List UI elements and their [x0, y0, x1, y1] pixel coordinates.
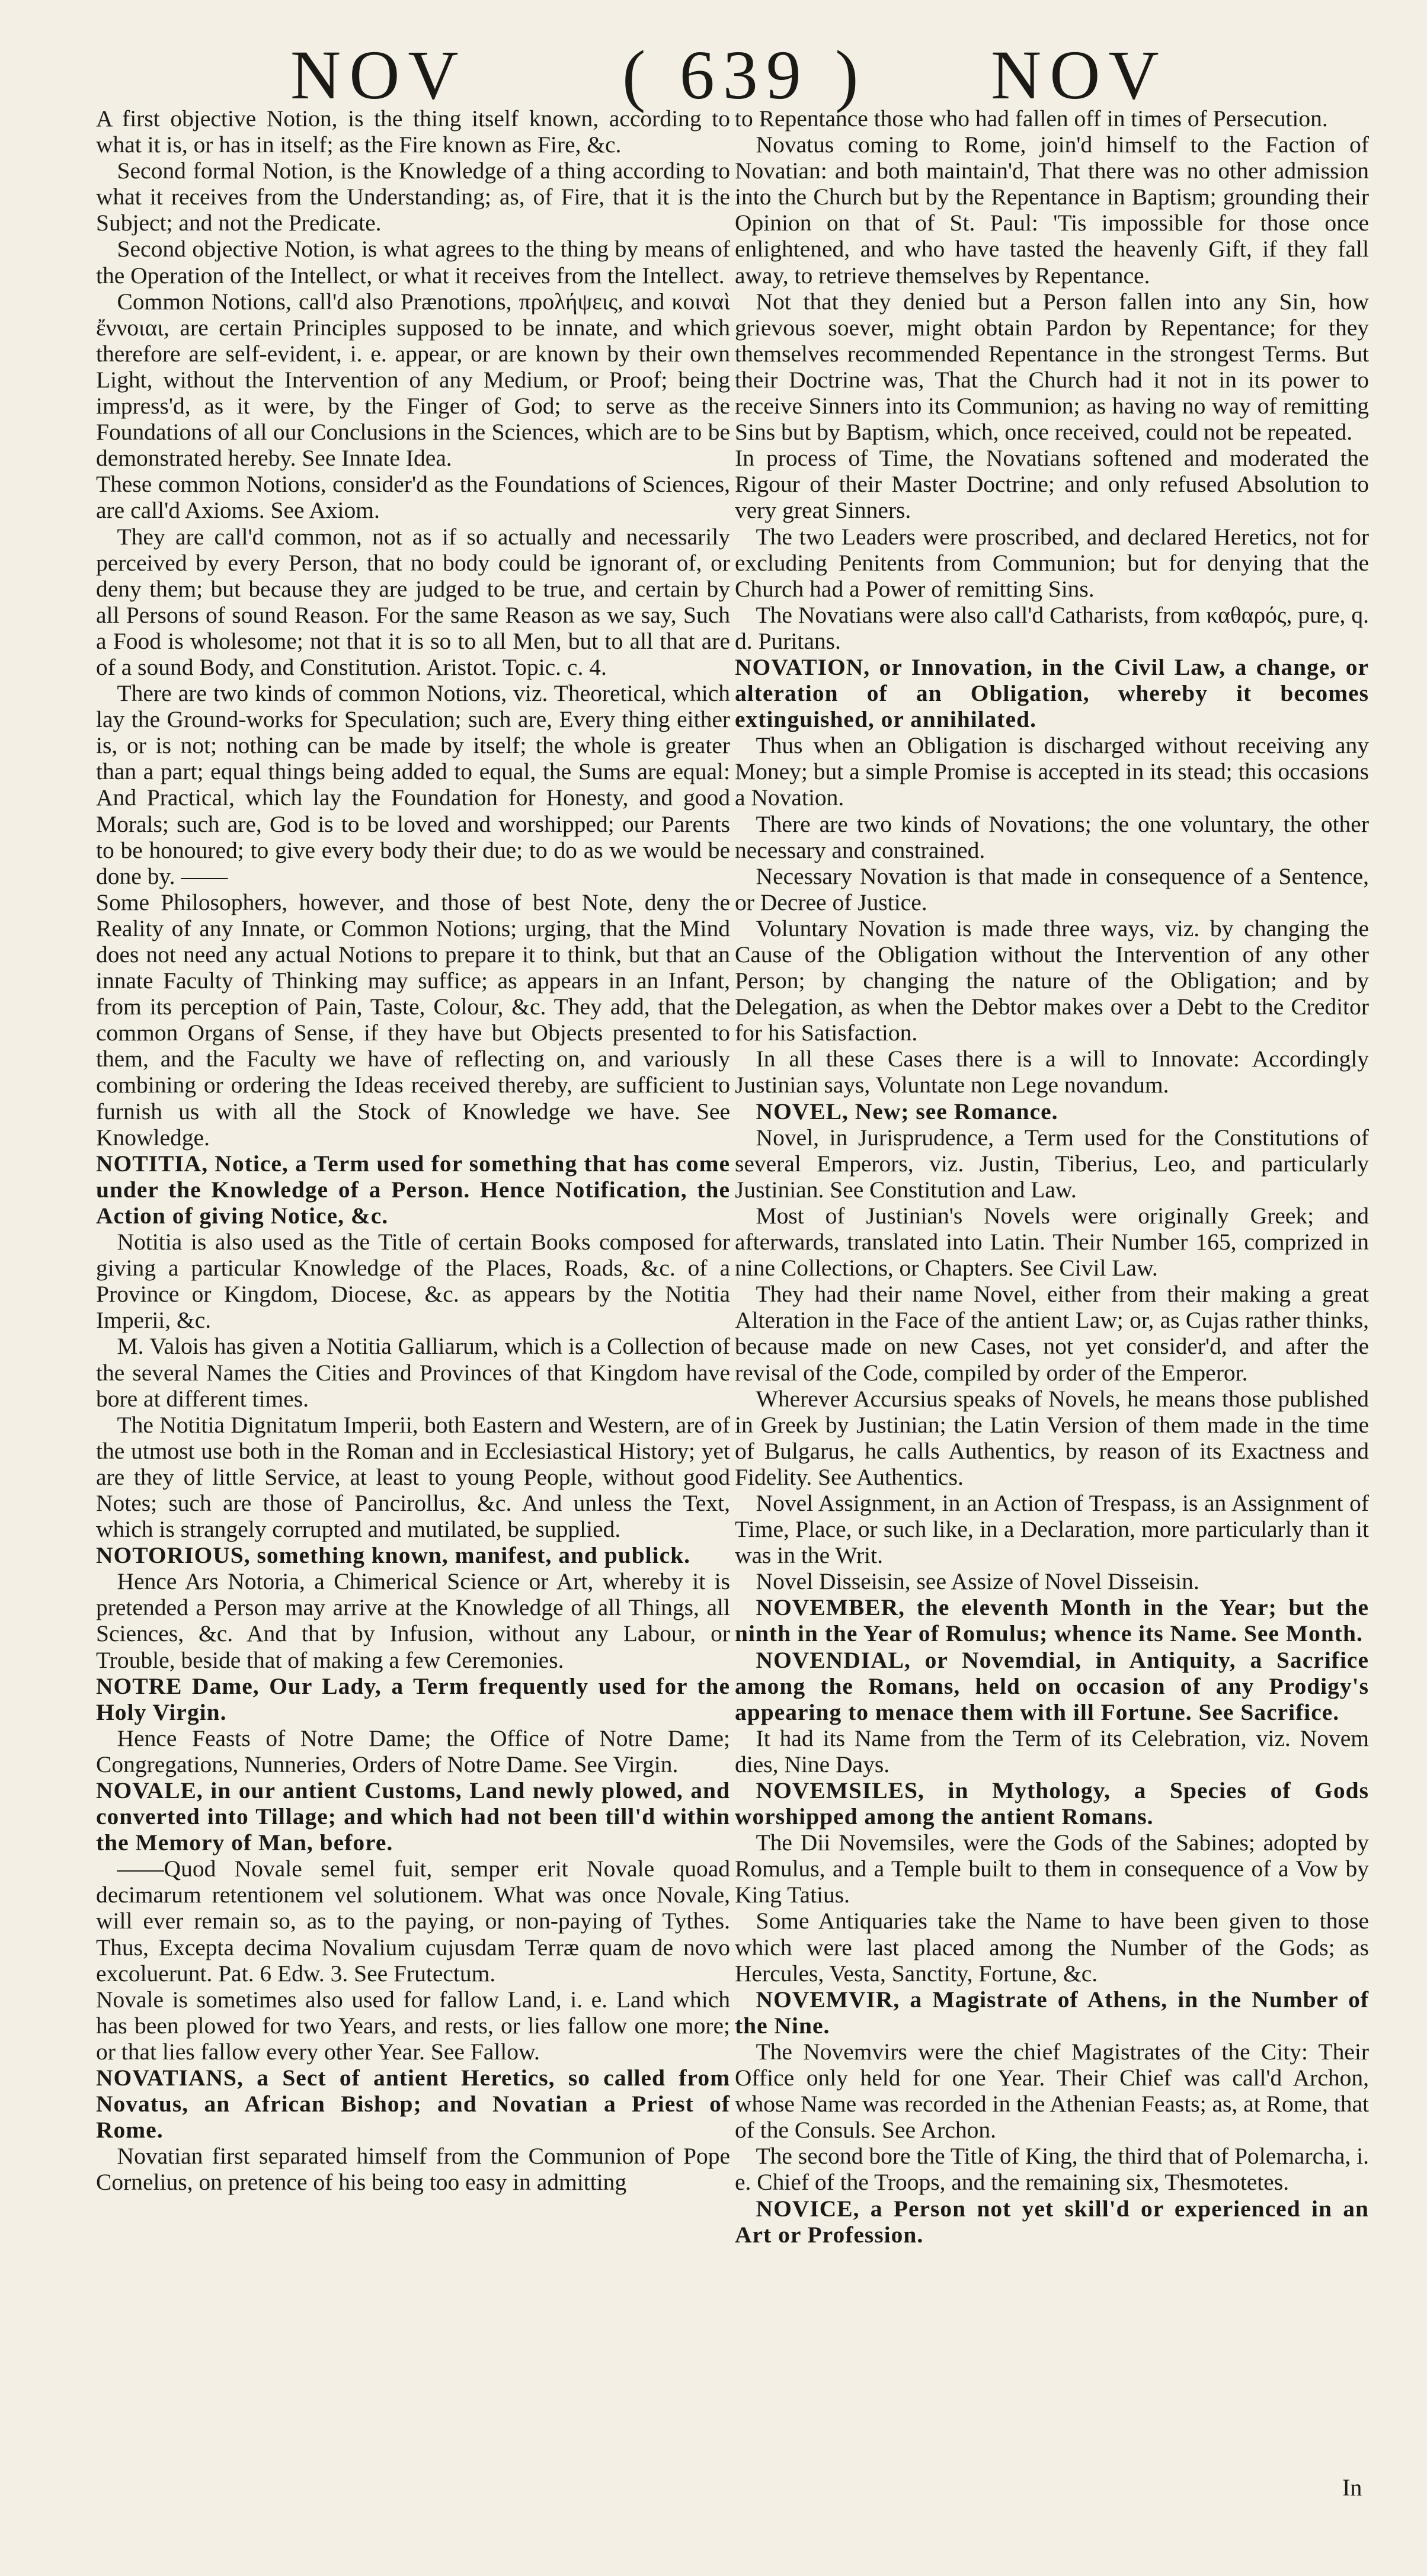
paragraph: Novel Disseisin, see Assize of Novel Disseisin.	[756, 1568, 1199, 1595]
entry-novemvir: NOVEMVIR, a Magistrate of Athens, in the Number of the Nine.	[735, 1986, 1369, 2039]
entry-notre-dame: NOTRE Dame, Our Lady, a Term frequently used for the Holy Virgin.	[96, 1673, 730, 1725]
entry-novendial: NOVENDIAL, or Novemdial, in Antiquity, a Sacrifice among the Romans, held on occasion of any Prodigy's appearing to menace them with ill Fortune. See Sacrifice.	[735, 1646, 1369, 1725]
entry-novation: NOVATION, or Innovation, in the Civil Law, a change, or alteration of an Obligation, whereby it becomes extinguished, or annihilated.	[735, 653, 1369, 733]
paragraph: Novatus coming to Rome, join'd himself to the Faction of Novatian: and both maintain'd, That there was no other admission into the Church but by the Repentance in Baptism; grounding their Opinion on that of St. Paul: 'Tis impossible for those once enlightened, and who have tasted the heavenly Gift, if they fall away, to retrieve themselves by Repentance.	[735, 132, 1369, 289]
paragraph: They are call'd common, not as if so actually and necessarily perceived by every Person, that no body could be ignorant of, or deny them; but because they are judged to be true, and certain by all Persons of sound Reason. For the same Reason as we say, Such a Food is wholesome; not that it is so to all Men, but to all that are of a sound Body, and Constitution. Aristot. Topic. c. 4.	[96, 523, 730, 680]
catchword: In	[1342, 2474, 1362, 2501]
paragraph: In process of Time, the Novatians softened and moderated the Rigour of their Master Doctrine; and only refused Absolution to very great Sinners.	[735, 445, 1369, 524]
paragraph: Some Philosophers, however, and those of best Note, deny the Reality of any Innate, or Common Notions; urging, that the Mind does not need any actual Notions to prepare it to think, but that an innate Faculty of Thinking may suffice; as appears in an Infant, from its perception of Pain, Taste, Colour, &c. They add, that the common Organs of Sense, if they have but Objects presented to them, and the Faculty we have of reflecting on, and variously combining or ordering the Ideas received thereby, are sufficient to furnish us with all the Stock of Knowledge we have. See Knowledge.	[96, 889, 730, 1151]
paragraph: A first objective Notion, is the thing itself known, according to what it is, or has in itself; as the Fire known as Fire, &c.	[96, 105, 730, 158]
paragraph: Hence Ars Notoria, a Chimerical Science or Art, whereby it is pretended a Person may arrive at the Knowledge of all Things, all Sciences, &c. And that by Infusion, without any Labour, or Trouble, beside that of making a few Ceremonies.	[96, 1568, 730, 1673]
paragraph: M. Valois has given a Notitia Galliarum, which is a Collection of the several Names the Cities and Provinces of that Kingdom have bore at different times.	[96, 1333, 730, 1412]
entry-novemsiles: NOVEMSILES, in Mythology, a Species of Gods worshipped among the antient Romans.	[735, 1777, 1369, 1830]
paragraph: Novale is sometimes also used for fallow Land, i. e. Land which has been plowed for two Years, and rests, or lies fallow one more; or that lies fallow every other Year. See Fallow.	[96, 1986, 730, 2065]
paragraph: The Dii Novemsiles, were the Gods of the Sabines; adopted by Romulus, and a Temple built to them in consequence of a Vow by King Tatius.	[735, 1830, 1369, 1908]
paragraph: Most of Justinian's Novels were originally Greek; and afterwards, translated into Latin. Their Number 165, comprized in nine Collections, or Chapters. See Civil Law.	[735, 1202, 1369, 1281]
running-header	[0, 37, 1427, 114]
header-left: NOV	[290, 36, 467, 114]
paragraph: Some Antiquaries take the Name to have been given to those which were last placed among the Number of the Gods; as Hercules, Vesta, Sanctity, Fortune, &c.	[735, 1908, 1369, 1987]
paragraph: There are two kinds of Novations; the one voluntary, the other necessary and constrained.	[735, 810, 1369, 863]
paragraph: Second formal Notion, is the Knowledge of a thing according to what it receives from the Understanding; as, of Fire, that it is the Subject; and not the Predicate.	[96, 158, 730, 236]
paragraph: Notitia is also used as the Title of certain Books composed for giving a particular Knowledge of the Places, Roads, &c. of a Province or Kingdom, Diocese, &c. as appears by the Notitia Imperii, &c.	[96, 1229, 730, 1334]
page-number: ( 639 )	[622, 36, 867, 114]
paragraph: Thus when an Obligation is discharged without receiving any Money; but a simple Promise is accepted in its stead; this occasions a Novation.	[735, 732, 1369, 811]
paragraph: to Repentance those who had fallen off in times of Persecution.	[735, 105, 1328, 132]
paragraph: It had its Name from the Term of its Celebration, viz. Novem dies, Nine Days.	[735, 1725, 1369, 1777]
paragraph: The Novatians were also call'd Catharists, from καθαρός, pure, q. d. Puritans.	[735, 601, 1369, 654]
entry-novel: NOVEL, New; see Romance.	[756, 1098, 1058, 1124]
right-column	[735, 105, 1369, 2248]
paragraph: Wherever Accursius speaks of Novels, he means those published in Greek by Justinian; the Latin Version of them made in the time of Bulgarus, he calls Authentics, by reason of its Exactness and Fidelity. See Authentics.	[735, 1385, 1369, 1490]
paragraph: Novel Assignment, in an Action of Trespass, is an Assignment of Time, Place, or such like, in a Declaration, more particularly than it was in the Writ.	[735, 1489, 1369, 1569]
header-right: NOV	[991, 36, 1167, 114]
paragraph: These common Notions, consider'd as the Foundations of Sciences, are call'd Axioms. See Axiom.	[96, 471, 730, 524]
paragraph: ——Quod Novale semel fuit, semper erit Novale quoad decimarum retentionem vel solutionem. What was once Novale, will ever remain so, as to the paying, or non-paying of Tythes. Thus, Excepta decima Novalium cujusdam Terræ quam de novo excoluerunt. Pat. 6 Edw. 3. See Frutectum.	[96, 1856, 730, 1987]
entry-novale: NOVALE, in our antient Customs, Land newly plowed, and converted into Tillage; and which had not been till'd within the Memory of Man, before.	[96, 1777, 730, 1856]
entry-novatians: NOVATIANS, a Sect of antient Heretics, so called from Novatus, an African Bishop; and Novatian a Priest of Rome.	[96, 2065, 730, 2144]
entry-novice: NOVICE, a Person not yet skill'd or experienced in an Art or Profession.	[735, 2195, 1369, 2248]
paragraph: Hence Feasts of Notre Dame; the Office of Notre Dame; Congregations, Nunneries, Orders of Notre Dame. See Virgin.	[96, 1725, 730, 1777]
paragraph: The Novemvirs were the chief Magistrates of the City: Their Office only held for one Year. Their Chief was call'd Archon, whose Name was recorded in the Athenian Feasts; as, at Rome, that of the Consuls. See Archon.	[735, 2038, 1369, 2144]
left-column	[96, 105, 730, 2196]
paragraph: Novatian first separated himself from the Communion of Pope Cornelius, on pretence of his being too easy in admitting	[96, 2143, 730, 2196]
paragraph: Second objective Notion, is what agrees to the thing by means of the Operation of the Intellect, or what it receives from the Intellect.	[96, 236, 730, 289]
paragraph: There are two kinds of common Notions, viz. Theoretical, which lay the Ground-works for Speculation; such are, Every thing either is, or is not; nothing can be made by itself; the whole is greater than a part; equal things being added to equal, the Sums are equal: And Practical, which lay the Foundation for Honesty, and good Morals; such are, God is to be loved and worshipped; our Parents to be honoured; to give every body their due; to do as we would be done by. ——	[96, 680, 730, 889]
paragraph: Not that they denied but a Person fallen into any Sin, how grievous soever, might obtain Pardon by Repentance; for they themselves recommended Repentance in the strongest Terms. But their Doctrine was, That the Church had it not in its power to receive Sinners into its Communion; as having no way of remitting Sins but by Baptism, which, once received, could not be repeated.	[735, 288, 1369, 446]
paragraph: The two Leaders were proscribed, and declared Heretics, not for excluding Penitents from Communion; but for denying that the Church had a Power of remitting Sins.	[735, 523, 1369, 602]
entry-notitia: NOTITIA, Notice, a Term used for something that has come under the Knowledge of a Person. Hence Notification, the Action of giving Notice, &c.	[96, 1150, 730, 1229]
paragraph: The Notitia Dignitatum Imperii, both Eastern and Western, are of the utmost use both in the Roman and in Ecclesiastical History; yet are they of little Service, at least to young People, without good Notes; such are those of Pancirollus, &c. And unless the Text, which is strangely corrupted and mutilated, be supplied.	[96, 1411, 730, 1543]
paragraph: Voluntary Novation is made three ways, viz. by changing the Cause of the Obligation without the Intervention of any other Person; by changing the nature of the Obligation; and by Delegation, as when the Debtor makes over a Debt to the Creditor for his Satisfaction.	[735, 915, 1369, 1046]
paragraph: Common Notions, call'd also Prænotions, προλήψεις, and κοιναὶ ἔννοιαι, are certain Principles supposed to be innate, and which therefore are self-evident, i. e. appear, or are known by their own Light, without the Intervention of any Medium, or Proof; being impress'd, as it were, by the Finger of God; to serve as the Foundations of all our Conclusions in the Sciences, which are to be demonstrated hereby. See Innate Idea.	[96, 288, 730, 472]
entry-november: NOVEMBER, the eleventh Month in the Year; but the ninth in the Year of Romulus; whence its Name. See Month.	[735, 1594, 1369, 1647]
paragraph: Novel, in Jurisprudence, a Term used for the Constitutions of several Emperors, viz. Justin, Tiberius, Leo, and particularly Justinian. See Constitution and Law.	[735, 1124, 1369, 1203]
entry-notorious: NOTORIOUS, something known, manifest, and publick.	[96, 1542, 690, 1569]
paragraph: In all these Cases there is a will to Innovate: Accordingly Justinian says, Voluntate non Lege novandum.	[735, 1046, 1369, 1098]
paragraph: The second bore the Title of King, the third that of Polemarcha, i. e. Chief of the Troops, and the remaining six, Thesmotetes.	[735, 2143, 1370, 2196]
paragraph: They had their name Novel, either from their making a great Alteration in the Face of the antient Law; or, as Cujas rather thinks, because made on new Cases, not yet consider'd, and after the revisal of the Code, compiled by order of the Emperor.	[735, 1281, 1369, 1386]
paragraph: Necessary Novation is that made in consequence of a Sentence, or Decree of Justice.	[735, 863, 1369, 915]
